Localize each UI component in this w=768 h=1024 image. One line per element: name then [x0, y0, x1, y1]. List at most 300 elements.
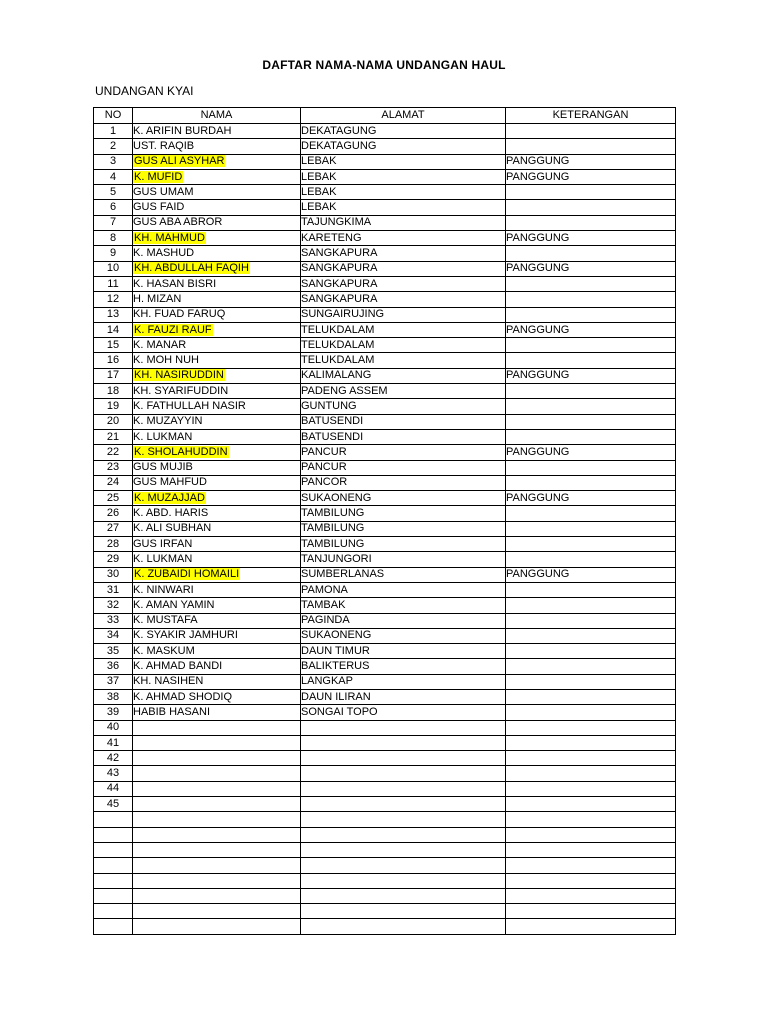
table-row: [94, 842, 676, 857]
section-heading: UNDANGAN KYAI: [95, 84, 194, 98]
cell-no: 8: [94, 231, 133, 246]
cell-no: 39: [94, 705, 133, 720]
table-row: [94, 659, 676, 674]
cell-nama: [133, 705, 301, 720]
guest-name: KH. SYARIFUDDIN: [133, 384, 229, 397]
cell-alamat: PANCOR: [301, 475, 506, 490]
cell-nama: [133, 582, 301, 597]
table-row: [94, 200, 676, 215]
guest-name: K. AHMAD BANDI: [133, 660, 223, 673]
cell-no: 29: [94, 552, 133, 567]
cell-keterangan: [506, 659, 676, 674]
guest-name: GUS ALI ASYHAR: [134, 155, 225, 168]
table-row: [94, 552, 676, 567]
cell-alamat: [301, 797, 506, 812]
table-row: [94, 919, 676, 934]
cell-keterangan: [506, 521, 676, 536]
cell-no: 17: [94, 368, 133, 383]
cell-nama: [133, 368, 301, 383]
cell-no: 34: [94, 628, 133, 643]
guest-name: K. MUSTAFA: [133, 614, 198, 627]
cell-alamat: [301, 919, 506, 934]
cell-no: [94, 904, 133, 919]
guest-name: GUS MUJIB: [133, 461, 193, 474]
guest-name: KH. ABDULLAH FAQIH: [134, 262, 249, 275]
table-row: [94, 475, 676, 490]
cell-no: 43: [94, 766, 133, 781]
guest-name: UST. RAQIB: [133, 139, 195, 152]
cell-nama: [133, 904, 301, 919]
cell-nama: [133, 751, 301, 766]
guest-name: KH. MAHMUD: [134, 231, 205, 244]
cell-nama: [133, 720, 301, 735]
cell-no: 10: [94, 261, 133, 276]
cell-alamat: [301, 735, 506, 750]
table-row: [94, 429, 676, 444]
table-row: [94, 338, 676, 353]
table-row: [94, 399, 676, 414]
cell-alamat: PAGINDA: [301, 613, 506, 628]
table-row: [94, 384, 676, 399]
cell-alamat: TELUKDALAM: [301, 322, 506, 337]
cell-no: 26: [94, 506, 133, 521]
cell-no: 37: [94, 674, 133, 689]
table-row: [94, 368, 676, 383]
table-row: [94, 414, 676, 429]
cell-alamat: DAUN TIMUR: [301, 644, 506, 659]
cell-nama: [133, 200, 301, 215]
cell-keterangan: [506, 307, 676, 322]
cell-nama: [133, 766, 301, 781]
cell-nama: [133, 384, 301, 399]
table-row: [94, 139, 676, 154]
cell-keterangan: [506, 276, 676, 291]
cell-nama: [133, 154, 301, 169]
table-row: [94, 246, 676, 261]
table-row: [94, 904, 676, 919]
cell-nama: [133, 888, 301, 903]
table-body: [94, 124, 676, 935]
cell-nama: [133, 858, 301, 873]
cell-alamat: DEKATAGUNG: [301, 139, 506, 154]
cell-alamat: LEBAK: [301, 169, 506, 184]
cell-no: [94, 827, 133, 842]
cell-no: [94, 919, 133, 934]
cell-keterangan: [506, 429, 676, 444]
document-title: DAFTAR NAMA-NAMA UNDANGAN HAUL: [262, 58, 506, 72]
cell-keterangan: [506, 904, 676, 919]
table-header-row: [94, 108, 676, 124]
cell-alamat: [301, 751, 506, 766]
cell-no: 40: [94, 720, 133, 735]
cell-keterangan: PANGGUNG: [506, 231, 676, 246]
table-row: [94, 628, 676, 643]
cell-keterangan: [506, 353, 676, 368]
cell-nama: [133, 613, 301, 628]
cell-keterangan: [506, 613, 676, 628]
cell-alamat: [301, 720, 506, 735]
table-row: [94, 735, 676, 750]
cell-alamat: [301, 888, 506, 903]
cell-keterangan: [506, 124, 676, 139]
guest-name: K. MASHUD: [133, 247, 195, 260]
table-row: [94, 322, 676, 337]
cell-nama: [133, 659, 301, 674]
cell-keterangan: PANGGUNG: [506, 491, 676, 506]
cell-nama: [133, 491, 301, 506]
table-row: [94, 705, 676, 720]
cell-alamat: BATUSENDI: [301, 414, 506, 429]
table-row: [94, 812, 676, 827]
cell-alamat: SANGKAPURA: [301, 292, 506, 307]
cell-nama: [133, 537, 301, 552]
cell-keterangan: [506, 185, 676, 200]
cell-no: 12: [94, 292, 133, 307]
cell-no: 32: [94, 598, 133, 613]
cell-nama: [133, 689, 301, 704]
cell-keterangan: [506, 338, 676, 353]
cell-keterangan: [506, 399, 676, 414]
cell-keterangan: [506, 842, 676, 857]
cell-nama: [133, 567, 301, 582]
table-row: [94, 537, 676, 552]
guest-name: K. AHMAD SHODIQ: [133, 690, 233, 703]
cell-alamat: PADENG ASSEM: [301, 384, 506, 399]
cell-nama: [133, 521, 301, 536]
cell-alamat: SUMBERLANAS: [301, 567, 506, 582]
cell-alamat: SANGKAPURA: [301, 276, 506, 291]
cell-alamat: [301, 781, 506, 796]
cell-alamat: TAMBAK: [301, 598, 506, 613]
cell-no: 21: [94, 429, 133, 444]
cell-keterangan: [506, 139, 676, 154]
table-row: [94, 720, 676, 735]
cell-keterangan: [506, 919, 676, 934]
cell-alamat: SANGKAPURA: [301, 246, 506, 261]
cell-keterangan: PANGGUNG: [506, 169, 676, 184]
cell-no: 27: [94, 521, 133, 536]
cell-no: 11: [94, 276, 133, 291]
table-row: [94, 598, 676, 613]
cell-nama: [133, 353, 301, 368]
guest-name: K. HASAN BISRI: [133, 277, 217, 290]
cell-alamat: TAMBILUNG: [301, 537, 506, 552]
cell-keterangan: [506, 720, 676, 735]
cell-no: 4: [94, 169, 133, 184]
table-row: [94, 185, 676, 200]
cell-no: 45: [94, 797, 133, 812]
cell-keterangan: [506, 858, 676, 873]
cell-alamat: DEKATAGUNG: [301, 124, 506, 139]
cell-keterangan: [506, 873, 676, 888]
guest-name: KH. NASIHEN: [133, 675, 204, 688]
guest-name: K. FAUZI RAUF: [134, 323, 212, 336]
table-row: [94, 506, 676, 521]
cell-keterangan: [506, 552, 676, 567]
cell-alamat: KARETENG: [301, 231, 506, 246]
table-row: [94, 781, 676, 796]
table-row: [94, 521, 676, 536]
cell-nama: [133, 812, 301, 827]
cell-no: 22: [94, 445, 133, 460]
cell-nama: [133, 919, 301, 934]
cell-nama: [133, 475, 301, 490]
guest-table: [93, 107, 676, 935]
cell-nama: [133, 322, 301, 337]
cell-no: 15: [94, 338, 133, 353]
cell-nama: [133, 506, 301, 521]
cell-alamat: SUKAONENG: [301, 491, 506, 506]
cell-keterangan: [506, 246, 676, 261]
cell-nama: [133, 307, 301, 322]
table-row: [94, 231, 676, 246]
cell-keterangan: [506, 537, 676, 552]
cell-no: 13: [94, 307, 133, 322]
cell-nama: [133, 644, 301, 659]
cell-no: [94, 888, 133, 903]
cell-keterangan: PANGGUNG: [506, 445, 676, 460]
cell-nama: [133, 338, 301, 353]
cell-alamat: SUKAONENG: [301, 628, 506, 643]
cell-nama: [133, 873, 301, 888]
cell-keterangan: PANGGUNG: [506, 567, 676, 582]
cell-no: [94, 812, 133, 827]
guest-name: K. SHOLAHUDDIN: [134, 445, 228, 458]
cell-nama: [133, 124, 301, 139]
cell-alamat: [301, 858, 506, 873]
cell-nama: [133, 797, 301, 812]
table-row: [94, 124, 676, 139]
cell-nama: [133, 674, 301, 689]
cell-keterangan: [506, 414, 676, 429]
cell-alamat: SONGAI TOPO: [301, 705, 506, 720]
cell-alamat: TAJUNGKIMA: [301, 215, 506, 230]
cell-no: [94, 873, 133, 888]
table-row: [94, 644, 676, 659]
cell-no: 33: [94, 613, 133, 628]
cell-alamat: BALIKTERUS: [301, 659, 506, 674]
guest-name: KH. NASIRUDDIN: [134, 369, 224, 382]
cell-no: 14: [94, 322, 133, 337]
guest-name: K. ALI SUBHAN: [133, 522, 212, 535]
cell-no: 5: [94, 185, 133, 200]
cell-nama: [133, 276, 301, 291]
cell-alamat: LEBAK: [301, 154, 506, 169]
cell-no: 3: [94, 154, 133, 169]
cell-nama: [133, 215, 301, 230]
table-row: [94, 582, 676, 597]
cell-alamat: [301, 842, 506, 857]
table-row: [94, 460, 676, 475]
table-row: [94, 873, 676, 888]
table-row: [94, 292, 676, 307]
cell-alamat: [301, 827, 506, 842]
cell-keterangan: [506, 598, 676, 613]
column-header-alamat: ALAMAT: [301, 108, 506, 124]
cell-keterangan: [506, 689, 676, 704]
cell-alamat: PANCUR: [301, 445, 506, 460]
cell-no: 35: [94, 644, 133, 659]
cell-no: 7: [94, 215, 133, 230]
cell-nama: [133, 414, 301, 429]
guest-name: K. ABD. HARIS: [133, 507, 209, 520]
cell-no: 1: [94, 124, 133, 139]
column-header-no: NO: [94, 108, 133, 124]
cell-no: 19: [94, 399, 133, 414]
guest-name: K. MUFID: [134, 170, 183, 183]
cell-nama: [133, 292, 301, 307]
cell-keterangan: [506, 475, 676, 490]
cell-alamat: LEBAK: [301, 200, 506, 215]
cell-alamat: BATUSENDI: [301, 429, 506, 444]
cell-keterangan: [506, 888, 676, 903]
cell-alamat: GUNTUNG: [301, 399, 506, 414]
guest-name: K. AMAN YAMIN: [133, 598, 215, 611]
table-row: [94, 689, 676, 704]
cell-no: 23: [94, 460, 133, 475]
guest-name: GUS UMAM: [133, 185, 194, 198]
cell-nama: [133, 139, 301, 154]
cell-alamat: LANGKAP: [301, 674, 506, 689]
cell-no: 2: [94, 139, 133, 154]
cell-alamat: [301, 904, 506, 919]
cell-nama: [133, 261, 301, 276]
column-header-keterangan: KETERANGAN: [506, 108, 676, 124]
cell-no: 42: [94, 751, 133, 766]
cell-alamat: LEBAK: [301, 185, 506, 200]
table-row: [94, 827, 676, 842]
cell-alamat: SUNGAIRUJING: [301, 307, 506, 322]
cell-nama: [133, 246, 301, 261]
cell-nama: [133, 460, 301, 475]
cell-alamat: SANGKAPURA: [301, 261, 506, 276]
cell-nama: [133, 552, 301, 567]
cell-alamat: [301, 812, 506, 827]
guest-name: K. MANAR: [133, 338, 187, 351]
guest-name: K. LUKMAN: [133, 430, 193, 443]
table-row: [94, 353, 676, 368]
cell-alamat: PANCUR: [301, 460, 506, 475]
guest-name: KH. FUAD FARUQ: [133, 308, 226, 321]
cell-keterangan: [506, 384, 676, 399]
cell-keterangan: [506, 751, 676, 766]
cell-keterangan: [506, 200, 676, 215]
cell-nama: [133, 628, 301, 643]
cell-alamat: TAMBILUNG: [301, 506, 506, 521]
guest-name: K. MUZAYYIN: [133, 415, 203, 428]
cell-alamat: TELUKDALAM: [301, 353, 506, 368]
cell-no: 16: [94, 353, 133, 368]
guest-name: K. NINWARI: [133, 583, 194, 596]
cell-alamat: TELUKDALAM: [301, 338, 506, 353]
cell-no: [94, 842, 133, 857]
cell-alamat: KALIMALANG: [301, 368, 506, 383]
table-row: [94, 445, 676, 460]
column-header-nama: NAMA: [133, 108, 301, 124]
guest-name: K. MUZAJJAD: [134, 491, 205, 504]
cell-alamat: DAUN ILIRAN: [301, 689, 506, 704]
guest-name: K. LUKMAN: [133, 552, 193, 565]
table-row: [94, 797, 676, 812]
cell-keterangan: [506, 644, 676, 659]
guest-name: H. MIZAN: [133, 292, 182, 305]
table-row: [94, 858, 676, 873]
guest-name: K. MASKUM: [133, 644, 195, 657]
cell-keterangan: [506, 582, 676, 597]
cell-keterangan: [506, 766, 676, 781]
cell-no: 36: [94, 659, 133, 674]
guest-name: K. MOH NUH: [133, 354, 199, 367]
table-row: [94, 567, 676, 582]
cell-nama: [133, 185, 301, 200]
cell-keterangan: [506, 506, 676, 521]
cell-keterangan: [506, 460, 676, 475]
cell-no: 30: [94, 567, 133, 582]
cell-nama: [133, 445, 301, 460]
cell-no: 18: [94, 384, 133, 399]
cell-no: [94, 858, 133, 873]
guest-name: GUS FAID: [133, 201, 185, 214]
guest-name: GUS MAHFUD: [133, 476, 207, 489]
cell-keterangan: PANGGUNG: [506, 261, 676, 276]
table-row: [94, 261, 676, 276]
table-row: [94, 307, 676, 322]
cell-keterangan: [506, 674, 676, 689]
cell-no: 25: [94, 491, 133, 506]
guest-name: K. FATHULLAH NASIR: [133, 399, 246, 412]
cell-alamat: [301, 873, 506, 888]
cell-no: 38: [94, 689, 133, 704]
guest-name: GUS IRFAN: [133, 537, 193, 550]
cell-alamat: PAMONA: [301, 582, 506, 597]
cell-keterangan: PANGGUNG: [506, 154, 676, 169]
cell-nama: [133, 735, 301, 750]
cell-keterangan: [506, 292, 676, 307]
cell-keterangan: [506, 827, 676, 842]
cell-no: 9: [94, 246, 133, 261]
cell-keterangan: PANGGUNG: [506, 322, 676, 337]
guest-name: K. ZUBAIDI HOMAILI: [134, 568, 240, 581]
cell-keterangan: [506, 781, 676, 796]
cell-no: 28: [94, 537, 133, 552]
cell-nama: [133, 781, 301, 796]
guest-name: K. SYAKIR JAMHURI: [133, 629, 238, 642]
guest-name: HABIB HASANI: [133, 705, 211, 718]
cell-keterangan: PANGGUNG: [506, 368, 676, 383]
cell-nama: [133, 842, 301, 857]
cell-no: 6: [94, 200, 133, 215]
cell-nama: [133, 827, 301, 842]
cell-keterangan: [506, 797, 676, 812]
cell-no: 31: [94, 582, 133, 597]
cell-alamat: TAMBILUNG: [301, 521, 506, 536]
cell-keterangan: [506, 628, 676, 643]
table-row: [94, 888, 676, 903]
cell-no: 20: [94, 414, 133, 429]
table-row: [94, 674, 676, 689]
table-row: [94, 491, 676, 506]
table-row: [94, 276, 676, 291]
cell-no: 24: [94, 475, 133, 490]
cell-nama: [133, 169, 301, 184]
cell-nama: [133, 231, 301, 246]
cell-keterangan: [506, 735, 676, 750]
cell-nama: [133, 399, 301, 414]
cell-keterangan: [506, 215, 676, 230]
guest-name: K. ARIFIN BURDAH: [133, 124, 232, 137]
guest-name: GUS ABA ABROR: [133, 216, 223, 229]
cell-keterangan: [506, 705, 676, 720]
